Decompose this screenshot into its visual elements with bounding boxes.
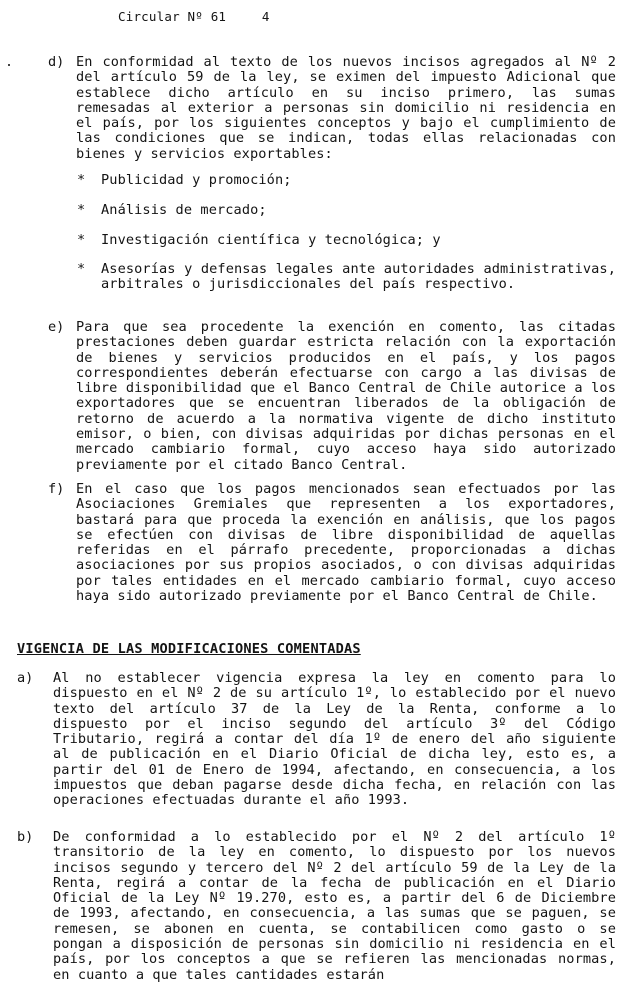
item-text-e: Para que sea procedente la exención en comento, las citadas prestaciones deben guardar estricta relación con la exportación de bienes y servicios producidos en el país, y los pagos correspondientes deberán efectuarse con cargo a las divisas de libre disponibilidad que el Banco Central de Chile autorice a los exportadores que se encuentran liberados de la obligación de retorno de acuerdo a la normativa vigente de dicho instituto emisor, o bien, con divisas adquiridas por dichas personas en el mercado cambiario formal, cuyo acceso haya sido autorizado previamente por el citado Banco Central. bbox=[76, 319, 616, 473]
bullet-marker: * bbox=[77, 172, 86, 188]
page-header bbox=[118, 9, 270, 24]
vigencia-label-b: b) bbox=[17, 829, 34, 845]
bullet-marker: * bbox=[77, 202, 86, 218]
item-label-f: f) bbox=[48, 481, 65, 497]
vigencia-text-a: Al no establecer vigencia expresa la ley en comento para lo dispuesto en el Nº 2 de su artículo 1º, lo establecido por el nuevo texto del artículo 37 de la Ley de la Renta, conforme a lo dispuesto por el inciso segundo del artículo 3º del Código Tributario, regirá a contar del día 1º de enero del año siguiente al de publicación en el Diario Oficial de dicha ley, esto es, a partir del 01 de Enero de 1994, afectando, en consecuencia, a los impuestos que deban pagarse desde dicha fecha, en relación con las operaciones efectuadas durante el año 1993. bbox=[53, 670, 616, 809]
item-label-e: e) bbox=[48, 319, 65, 335]
vigencia-label-a: a) bbox=[17, 670, 34, 686]
item-text-f: En el caso que los pagos mencionados sean efectuados por las Asociaciones Gremiales que representen a los exportadores, bastará para que proceda la exención en análisis, que los pagos se efectúen con divisas de libre disponibilidad de aquellas referidas en el párrafo precedente, proporcionadas a dichas asociaciones por sus propios asociados, o con divisas adquiridas por tales entidades en el mercado cambiario formal, cuyo acceso haya sido autorizado previamente por el Banco Central de Chile. bbox=[76, 481, 616, 605]
bullet-marker: * bbox=[77, 232, 86, 248]
section-title: VIGENCIA DE LAS MODIFICACIONES COMENTADAS bbox=[17, 641, 361, 657]
vigencia-text-b: De conformidad a lo establecido por el Nº 2 del artículo 1º transitorio de la ley en comento, lo dispuesto por los nuevos incisos segundo y tercero del Nº 2 del artículo 59 de la Ley de la Renta, regirá a contar de la fecha de publicación en el Diario Oficial de la Ley Nº 19.270, esto es, a partir del 6 de Diciembre de 1993, afectando, en consecuencia, a las sumas que se paguen, se remesen, se abonen en cuenta, se contabilicen como gasto o se pongan a disposición de personas sin domicilio ni residencia en el país, por los conceptos a que se refieren las mencionadas normas, en cuanto a que tales cantidades estarán bbox=[53, 829, 616, 983]
bullet-item: Análisis de mercado; bbox=[101, 202, 267, 218]
bullet-item: Asesorías y defensas legales ante autoridades administrativas, arbitrales o jurisdiccionales del país respectivo. bbox=[101, 261, 616, 293]
item-text-d: En conformidad al texto de los nuevos incisos agregados al Nº 2 del artículo 59 de la ley, se eximen del impuesto Adicional que establece dicho artículo en su inciso primero, las sumas remesadas al exterior a personas sin domicilio ni residencia en el país, por los siguientes conceptos y bajo el cumplimiento de las condiciones que se indican, todas ellas relacionadas con bienes y servicios exportables: bbox=[76, 54, 616, 162]
bullet-item: Publicidad y promoción; bbox=[101, 172, 292, 188]
item-label-d: d) bbox=[48, 54, 65, 70]
bullet-marker: * bbox=[77, 261, 86, 277]
scan-mark bbox=[8, 64, 10, 66]
circular-number: Circular Nº 61 bbox=[118, 9, 227, 24]
page-number: 4 bbox=[261, 9, 270, 24]
bullet-item: Investigación científica y tecnológica; y bbox=[101, 232, 441, 248]
